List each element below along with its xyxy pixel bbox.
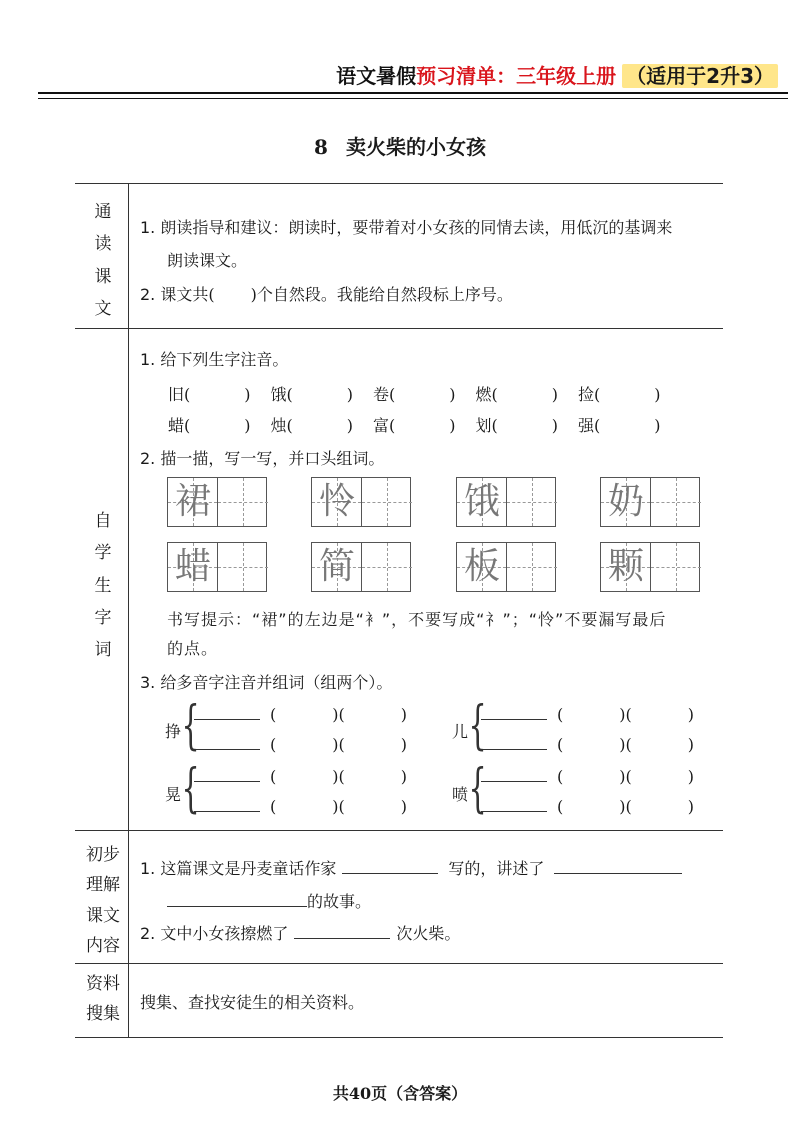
polyphone-char: 喷: [452, 785, 469, 804]
section-label-selfstudy: 自 学 生 字 词: [94, 511, 112, 661]
page-footer: 共40页（含答案）: [332, 1084, 468, 1103]
s3-item1-line2: 的故事。: [167, 889, 371, 912]
table-divider-3: [75, 963, 723, 964]
polyphone-line: ( )( ): [481, 767, 694, 786]
trace-char: 蜡: [174, 546, 211, 587]
header-title: [336, 60, 778, 89]
s2-item3: 3. 给多音字注音并组词（组两个）。: [140, 673, 393, 692]
brace-icon: {: [468, 759, 487, 819]
polyphone-line: ( )( ): [481, 735, 694, 754]
header-part1: 语文暑假: [336, 64, 417, 88]
polyphone-line: ( )( ): [194, 735, 407, 754]
table-divider-1: [75, 328, 723, 329]
trace-char: 怜: [318, 481, 355, 522]
pinyin-row-2: 蜡( ) 烛( ) 富( ) 划( ) 强( ): [168, 416, 661, 435]
polyphone-line: ( )( ): [481, 797, 694, 816]
trace-char: 板: [463, 546, 500, 587]
writing-tip: 书写提示：“裙”的左边是“衤”，不要写成“礻”；“怜”不要漏写最后: [167, 610, 667, 629]
table-divider-2: [75, 830, 723, 831]
s1-item2: 2. 课文共( )个自然段。我能给自然段标上序号。: [140, 285, 513, 304]
writing-box[interactable]: [311, 477, 411, 527]
header-part2: 预习清单：三年级上册: [416, 64, 617, 88]
lesson-number: 8: [314, 135, 328, 159]
writing-tip-line2: 的点。: [167, 639, 219, 658]
trace-char: 简: [318, 546, 355, 587]
brace-icon: {: [181, 696, 200, 756]
s3-item2: 2. 文中小女孩擦燃了 次火柴。: [140, 924, 461, 943]
lesson-title: 卖火柴的小女孩: [345, 135, 486, 159]
trace-char: 颗: [607, 546, 644, 587]
header-rule-thick: [38, 92, 788, 94]
s1-item1: 1. 朗读指导和建议：朗读时，要带着对小女孩的同情去读，用低沉的基调来: [140, 218, 673, 237]
s1-item1-line2: 朗读课文。: [167, 251, 248, 270]
polyphone-char: 挣: [165, 722, 182, 741]
writing-box[interactable]: [456, 542, 556, 592]
trace-char: 饿: [463, 481, 500, 522]
page-title: [0, 131, 800, 160]
polyphone-line: ( )( ): [481, 705, 694, 724]
s2-item1: 1. 给下列生字注音。: [140, 350, 289, 369]
polyphone-char: 晃: [165, 785, 182, 804]
table-label-column-line: [128, 183, 129, 1037]
writing-box[interactable]: [600, 542, 700, 592]
section-label-read: 通 读 课 文: [94, 202, 112, 319]
brace-icon: {: [181, 759, 200, 819]
writing-box[interactable]: [456, 477, 556, 527]
trace-char: 裙: [174, 481, 211, 522]
writing-box[interactable]: [600, 477, 700, 527]
polyphone-line: ( )( ): [194, 767, 407, 786]
polyphone-line: ( )( ): [194, 705, 407, 724]
polyphone-line: ( )( ): [194, 797, 407, 816]
pinyin-row-1: 旧( ) 饿( ) 卷( ) 燃( ) 捡( ): [168, 385, 661, 404]
section-label-understand: 初步 理解 课文 内容: [86, 845, 120, 956]
table-top-line: [75, 183, 723, 184]
table-bottom-line: [75, 1037, 723, 1038]
s3-item1: 1. 这篇课文是丹麦童话作家 写的，讲述了: [140, 856, 682, 879]
polyphone-char: 儿: [452, 722, 469, 741]
s2-item2: 2. 描一描，写一写，并口头组词。: [140, 449, 385, 468]
header-rule-thin: [38, 98, 788, 99]
writing-box[interactable]: [311, 542, 411, 592]
header-highlight: （适用于2升3）: [622, 64, 778, 88]
brace-icon: {: [468, 696, 487, 756]
writing-box[interactable]: [167, 542, 267, 592]
writing-box[interactable]: [167, 477, 267, 527]
trace-char: 奶: [607, 481, 644, 522]
section-label-research: 资料 搜集: [86, 974, 120, 1025]
s4-text: 搜集、查找安徒生的相关资料。: [140, 993, 365, 1012]
